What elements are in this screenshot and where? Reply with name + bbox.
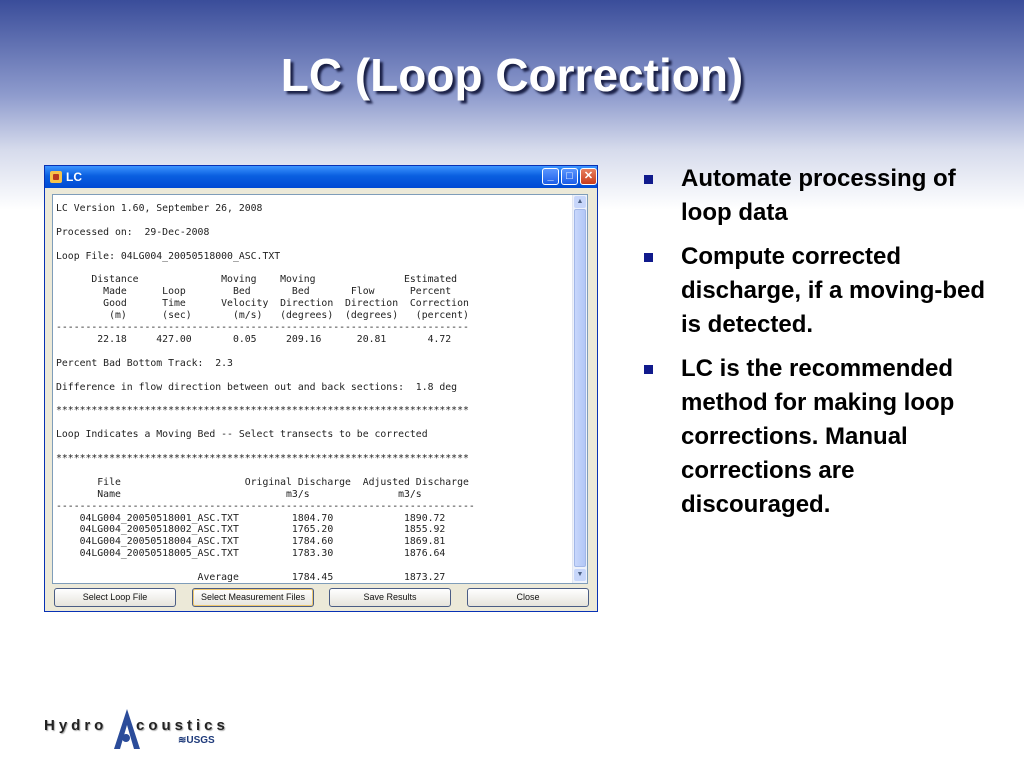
button-row [54,588,588,608]
window-title: LC [66,170,82,184]
scroll-up-arrow-icon[interactable]: ▲ [574,196,586,208]
window-titlebar[interactable] [45,166,597,188]
bullet-list [644,162,1004,532]
select-loop-file-button[interactable]: Select Loop File [54,588,176,607]
lc-window [44,165,598,612]
results-textbox[interactable] [52,194,588,584]
close-button[interactable]: Close [467,588,589,607]
logo-text-right: coustics [136,717,229,734]
bullet-item: LC is the recommended method for making loop corrections. Manual corrections are discouraged. [644,352,1004,522]
bullet-item: Compute corrected discharge, if a moving-bed is detected. [644,240,1004,342]
close-window-button[interactable]: ✕ [580,168,597,185]
hydroacoustics-logo [44,705,229,755]
vertical-scrollbar[interactable] [572,195,587,583]
scroll-down-arrow-icon[interactable]: ▼ [574,569,586,581]
usgs-logo: ≋USGS [178,735,215,746]
select-measurement-files-button[interactable]: Select Measurement Files [192,588,314,607]
scrollbar-thumb[interactable] [574,209,586,567]
maximize-button[interactable]: □ [561,168,578,185]
matlab-app-icon [50,171,62,183]
minimize-button[interactable]: _ [542,168,559,185]
slide-title: LC (Loop Correction) [280,49,744,101]
bullet-square-icon [644,175,653,184]
logo-text-left: Hydro [44,717,108,734]
bullet-square-icon [644,365,653,374]
save-results-button[interactable]: Save Results [329,588,451,607]
results-text: LC Version 1.60, September 26, 2008 Processed on: 29-Dec-2008 Loop File: 04LG004_20050518000_ASC.TXT Distance Moving Moving Estimated Made Loop Bed Bed Flow Percent Good Time Velocity Direction Direction Correction (m) (sec) (m/s) (degrees) (degrees) (percent) ---------------------------------------------------------------------- 22.18 427.00 0.05 209.16 20.81 4.72 Percent Bad Bottom Track: 2.3 Difference in flow direction between out and back sections: 1.8 deg ********************************************************************** Loop Indicates a Moving Bed -- Select transects to be corrected ********************************************************************** File Original Discharge Adjusted Discharge Name m3/s m3/s ----------------------------------------------------------------------- 04LG004_20050518001_ASC.TXT 1804.70 1890.72 04LG004_20050518002_ASC.TXT 1765.20 1855.92 04LG004_20050518004_ASC.TXT 1784.60 1869.81 04LG004_20050518005_ASC.TXT 1783.30 1876.64 Average 1784.45 1873.27 [56,203,475,584]
bullet-square-icon [644,253,653,262]
bullet-item: Automate processing of loop data [644,162,1004,230]
